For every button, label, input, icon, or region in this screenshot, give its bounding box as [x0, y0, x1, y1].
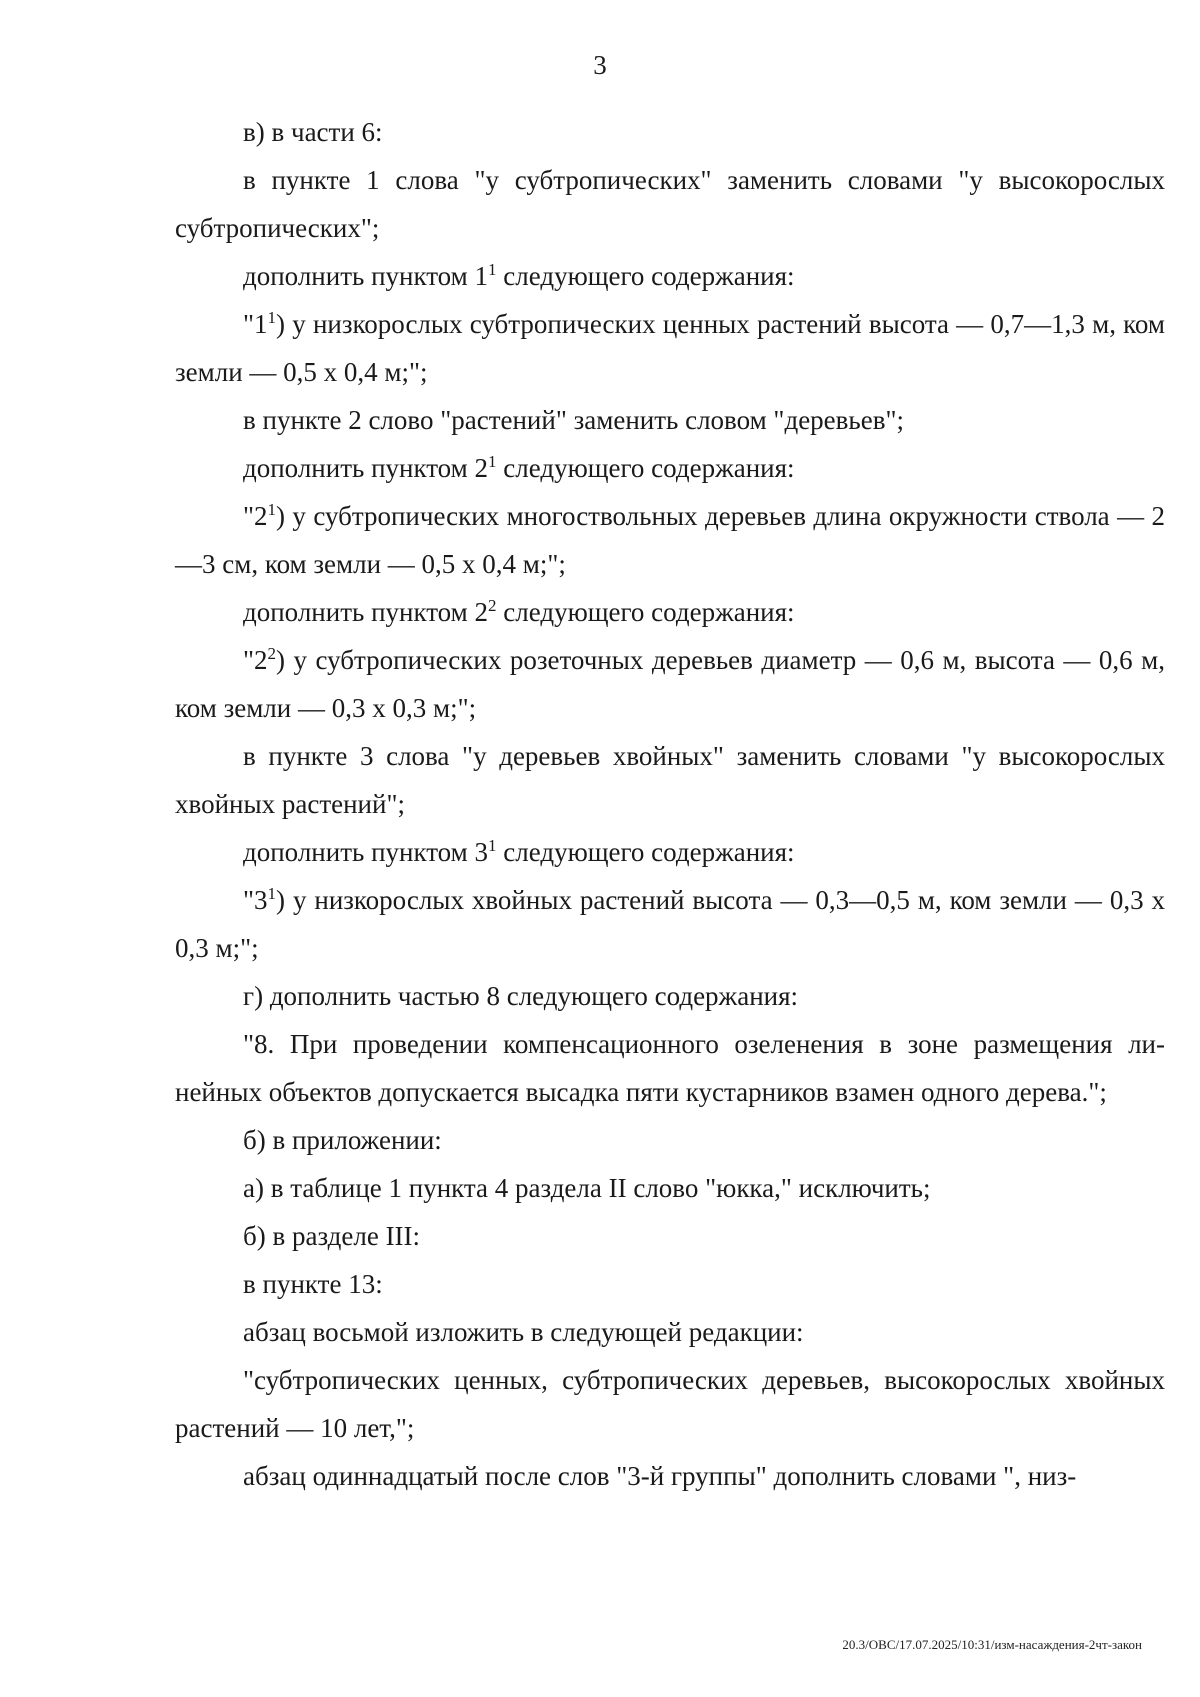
paragraph [175, 876, 1165, 972]
paragraph-text: следующего содержания: [496, 453, 795, 483]
paragraph-text: г) дополнить частью 8 следующего содержания: [243, 981, 799, 1011]
superscript-index: 1 [267, 308, 277, 327]
paragraph-text: "субтропических ценных, субтропических деревьев, высокорослых хвойных растений — 10 лет,"; [175, 1365, 1165, 1443]
paragraph [175, 828, 1165, 876]
paragraph-text: следующего содержания: [496, 837, 795, 867]
paragraph-text: "2 [243, 645, 268, 675]
paragraph-text: в пункте 3 слова "у деревьев хвойных" заменить словами "у высокорослых хвойных растений"; [175, 741, 1165, 819]
paragraph-text: дополнить пунктом 2 [243, 453, 488, 483]
paragraph [175, 300, 1165, 396]
superscript-index: 2 [488, 596, 497, 615]
paragraph-text: следующего содержания: [496, 597, 795, 627]
paragraph-text: в пункте 1 слова "у субтропических" заменить словами "у высокорослых субтропических"; [175, 165, 1165, 243]
paragraph-text: в пункте 13: [243, 1269, 383, 1299]
superscript-index: 1 [488, 260, 497, 279]
paragraph [175, 1212, 1165, 1260]
paragraph-text: дополнить пунктом 3 [243, 837, 488, 867]
paragraph-text: в) в части 6: [243, 117, 383, 147]
paragraph [175, 1164, 1165, 1212]
paragraph-text: ) у низкорослых хвойных растений высота — 0,3—0,5 м, ком земли — 0,3 х 0,3 м;"; [175, 885, 1165, 963]
paragraph [175, 156, 1165, 252]
superscript-index: 2 [267, 644, 277, 663]
paragraph-text: абзац восьмой изложить в следующей редакции: [243, 1317, 804, 1347]
paragraph [175, 972, 1165, 1020]
paragraph-text: б) в разделе III: [243, 1221, 421, 1251]
paragraph-text: "2 [243, 501, 268, 531]
paragraph-text: ) у субтропических розеточных деревьев диаметр — 0,6 м, высота — 0,6 м, ком земли — 0,3 х 0,3 м;"; [175, 645, 1165, 723]
paragraph [175, 108, 1165, 156]
paragraph [175, 444, 1165, 492]
superscript-index: 1 [267, 884, 277, 903]
document-footer-code: 20.3/OBC/17.07.2025/10:31/изм-насаждения-2чт-закон [842, 1637, 1142, 1652]
paragraph-text: ) у низкорослых субтропических ценных растений высота — 0,7—1,3 м, ком земли — 0,5 х 0,4 м;"; [175, 309, 1165, 387]
superscript-index: 1 [267, 500, 277, 519]
paragraph-text: ) у субтропических многоствольных деревьев длина окружности ствола — 2—3 см, ком земли — 0,5 х 0,4 м;"; [175, 501, 1165, 579]
paragraph-text: "1 [243, 309, 268, 339]
paragraph-text: б) в приложении: [243, 1125, 442, 1155]
paragraph-text: а) в таблице 1 пункта 4 раздела II слово "юкка," исключить; [243, 1173, 931, 1203]
paragraph [175, 492, 1165, 588]
paragraph-text: дополнить пунктом 2 [243, 597, 488, 627]
superscript-index: 1 [488, 452, 497, 471]
paragraph [175, 1260, 1165, 1308]
paragraph [175, 1356, 1165, 1452]
paragraph [175, 636, 1165, 732]
paragraph-text: "3 [243, 885, 268, 915]
paragraph [175, 1116, 1165, 1164]
superscript-index: 1 [488, 836, 497, 855]
paragraph [175, 396, 1165, 444]
paragraph [175, 588, 1165, 636]
document-body [175, 108, 1165, 1500]
paragraph [175, 1308, 1165, 1356]
paragraph-text: следующего содержания: [496, 261, 795, 291]
paragraph-text: дополнить пунктом 1 [243, 261, 488, 291]
paragraph-text: в пункте 2 слово "растений" заменить словом "деревьев"; [243, 405, 904, 435]
paragraph [175, 1452, 1165, 1500]
paragraph [175, 1020, 1165, 1116]
paragraph [175, 252, 1165, 300]
paragraph-text: абзац одиннадцатый после слов "3-й группы" дополнить словами ", низ- [243, 1461, 1077, 1491]
paragraph [175, 732, 1165, 828]
page-number: 3 [593, 50, 607, 80]
paragraph-text: "8. При проведении компенсационного озеленения в зоне размещения линейных объектов допускается высадка пяти кустарников взамен одного дерева."; [175, 1029, 1165, 1107]
